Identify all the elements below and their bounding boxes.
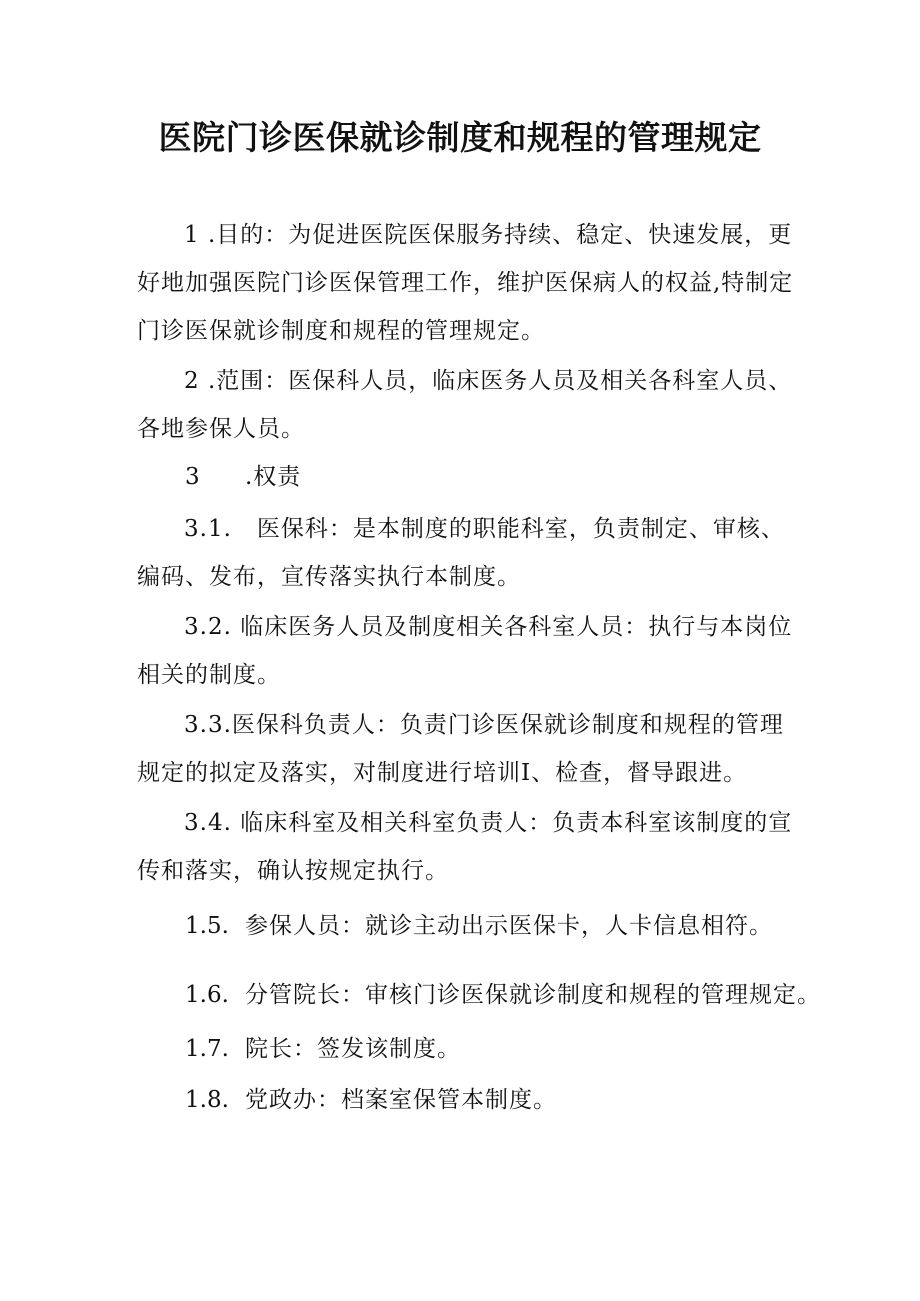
paragraph-purpose: 1 .目的：为促进医院医保服务持续、稳定、快速发展，更好地加强医院门诊医保管理工作，维护医保病人的权益,特制定门诊医保就诊制度和规程的管理规定。	[137, 222, 794, 344]
item-text: 分管院长：审核门诊医保就诊制度和规程的管理规定。	[245, 982, 821, 1008]
item-number: 1.8.	[185, 1087, 229, 1113]
paragraph-3-2: 3.2. 临床医务人员及制度相关各科室人员：执行与本岗位相关的制度。	[137, 614, 793, 688]
paragraph-scope: 2 .范围：医保科人员，临床医务人员及相关各科室人员、各地参保人员。	[137, 368, 793, 442]
item-text: 党政办：档案室保管本制度。	[245, 1087, 557, 1113]
section-number: 3	[185, 464, 200, 490]
item-text: 参保人员：就诊主动出示医保卡，人卡信息相符。	[245, 913, 773, 939]
section-heading-text: .权责	[245, 464, 302, 490]
item-number: 1.5.	[185, 913, 229, 939]
item-text: 院长：签发该制度。	[245, 1036, 461, 1062]
item-number: 1.7.	[185, 1036, 229, 1062]
paragraph-3-3: 3.3.医保科负责人：负责门诊医保就诊制度和规程的管理规定的拟定及落实，对制度进行培训I、检查，督导跟进。	[137, 712, 784, 786]
item-number: 1.6.	[185, 982, 229, 1008]
document-title: 医院门诊医保就诊制度和规程的管理规定	[158, 118, 762, 157]
paragraph-3-4: 3.4. 临床科室及相关科室负责人：负责本科室该制度的宣传和落实，确认按规定执行。	[137, 810, 793, 884]
paragraph-3-1: 3.1. 医保科：是本制度的职能科室，负责制定、审核、编码、发布，宣传落实执行本制度。	[137, 516, 785, 590]
